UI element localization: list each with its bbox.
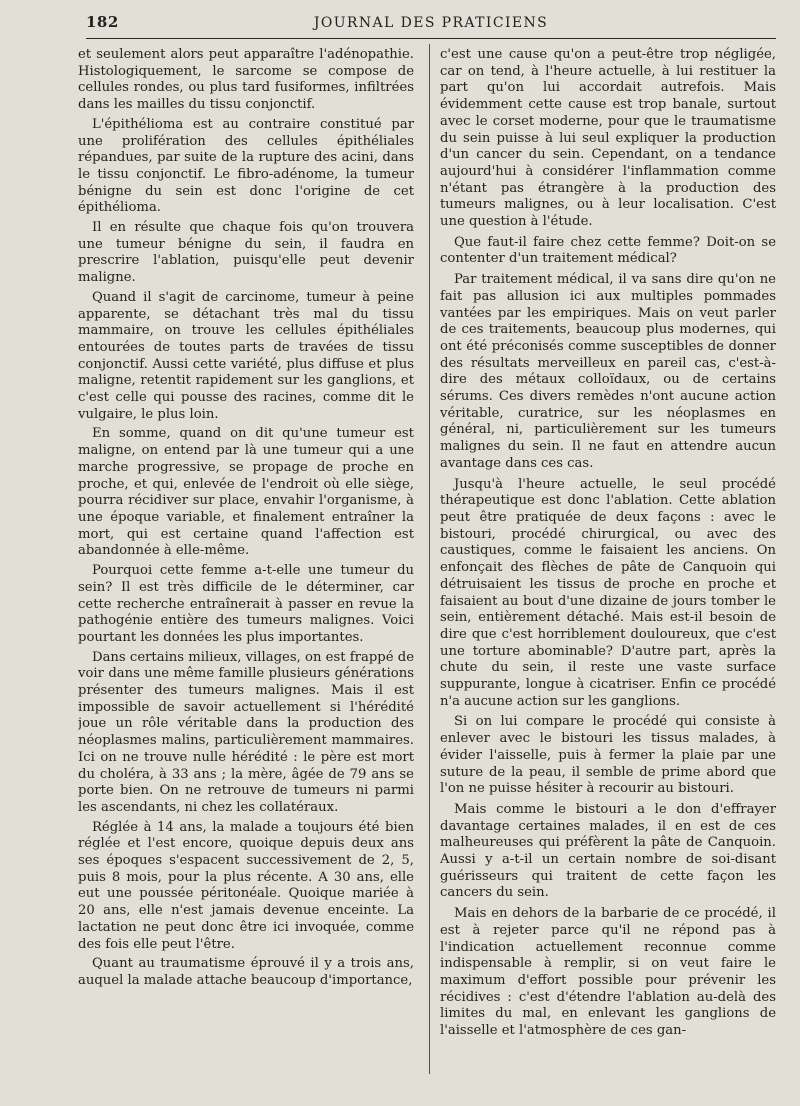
paragraph: Réglée à 14 ans, la malade a toujours été bien réglée et l'est encore, quoique depuis deux ans ses époques s'espacent successivement de 2, 5, puis 8 mois, pour la plus récente. A 30 ans, elle eut une poussée péritonéale. Quoique mariée à 20 ans, elle n'est jamais devenue enceinte. La lactation ne peut donc être ici invoquée, comme des fois elle peut l'être. xyxy=(78,819,414,952)
paragraph: Mais comme le bistouri a le don d'effrayer davantage certaines malades, il en est de ces malheureuses qui préfèrent la pâte de Canquoin. Aussi y a-t-il un certain nombre de soi-disant guérisseurs qui traitent de cette façon les cancers du sein. xyxy=(440,801,776,901)
paragraph: En somme, quand on dit qu'une tumeur est maligne, on entend par là une tumeur qui a une marche progressive, se propage de proche en proche, et qui, enlevée de l'endroit où elle siège, pourra récidiver sur place, envahir l'organisme, à une époque variable, et finalement entraîner la mort, qui est certaine quand l'affection est abandonnée à elle-même. xyxy=(78,426,414,559)
paragraph: Dans certains milieux, villages, on est frappé de voir dans une même famille plusieurs générations présenter des tumeurs malignes. Mais il est impossible de savoir actuellement si l'hérédité joue un rôle véritable dans la production des néoplasmes malins, particulièrement mammaires. Ici on ne trouve nulle hérédité : le père est mort du choléra, à 33 ans ; la mère, âgée de 79 ans se porte bien. On ne retrouve de tumeurs ni parmi les ascendants, ni chez les collatéraux. xyxy=(78,649,414,815)
paragraph: Mais en dehors de la barbarie de ce procédé, il est à rejeter parce qu'il ne répond pas à l'indication actuellement reconnue comme indispensable à remplir, si on veut faire le maximum d'effort possible pour prévenir les récidives : c'est d'étendre l'ablation au-delà des limites du mal, en enlevant les ganglions de l'aisselle et l'atmosphère de ces gan- xyxy=(440,906,776,1039)
paragraph: Par traitement médical, il va sans dire qu'on ne fait pas allusion ici aux multiples pommades vantées par les empiriques. Mais on veut parler de ces traitements, beaucoup plus modernes, qui ont été préconisés comme susceptibles de donner des résultats merveilleux en pareil cas, c'est-à-dire des métaux colloïdaux, ou de certains sérums. Ces divers remèdes n'ont aucune action véritable, curatrice, sur les néoplasmes en général, ni, particulièrement sur les tumeurs malignes du sein. Il ne faut en attendre aucun avantage dans ces cas. xyxy=(440,272,776,471)
paragraph: Si on lui compare le procédé qui consiste à enlever avec le bistouri les tissus malades, à évider l'aisselle, puis à fermer la plaie par une suture de la peau, il semble de prime abord que l'on ne puisse hésiter à recourir au bistouri. xyxy=(440,714,776,797)
paragraph: c'est une cause qu'on a peut-être trop négligée, car on tend, à l'heure actuelle, à lui restituer la part qu'on lui accordait autrefois. Mais évidemment cette cause est trop banale, surtout avec le corset moderne, pour que le traumatisme du sein puisse à lui seul expliquer la production d'un cancer du sein. Cependant, on a tendance aujourd'hui à considérer l'inflammation comme n'étant pas étrangère à la production des tumeurs malignes, ou à leur localisation. C'est une question à l'étude. xyxy=(440,47,776,230)
page-header xyxy=(86,12,776,39)
paragraph: Jusqu'à l'heure actuelle, le seul procédé thérapeutique est donc l'ablation. Cette ablation peut être pratiquée de deux façons : avec le bistouri, procédé chirurgical, ou avec des caustiques, comme le faisaient les anciens. On enfonçait des flèches de pâte de Canquoin qui détruisaient les tissus de proche en proche et faisaient au bout d'une dizaine de jours tomber le sein, entièrement détaché. Mais est-il besoin de dire que c'est horriblement douloureux, que c'est une torture abominable? D'autre part, après la chute du sein, il reste une vaste surface suppurante, longue à cicatriser. Enfin ce procédé n'a aucune action sur les ganglions. xyxy=(440,476,776,709)
column-divider xyxy=(429,44,430,1074)
paragraph: Il en résulte que chaque fois qu'on trouvera une tumeur bénigne du sein, il faudra en prescrire l'ablation, puisqu'elle peut devenir maligne. xyxy=(78,220,414,286)
paragraph: Quant au traumatisme éprouvé il y a trois ans, auquel la malade attache beaucoup d'importance, xyxy=(78,956,414,988)
left-column xyxy=(78,47,414,1087)
paragraph: et seulement alors peut apparaître l'adénopathie. Histologiquement, le sarcome se compose de cellules rondes, ou plus tard fusiformes, infiltrées dans les mailles du tissu conjonctif. xyxy=(78,47,414,113)
paragraph: L'épithélioma est au contraire constitué par une prolifération des cellules épithéliales répandues, par suite de la rupture des acini, dans le tissu conjonctif. Le fibro-adénome, la tumeur bénigne du sein est donc l'origine de cet épithélioma. xyxy=(78,116,414,216)
running-title: JOURNAL DES PRATICIENS xyxy=(313,15,549,31)
paragraph: Pourquoi cette femme a-t-elle une tumeur du sein? Il est très difficile de le déterminer, car cette recherche entraînerait à passer en revue la pathogénie entière des tumeurs malignes. Voici pourtant les données les plus importantes. xyxy=(78,563,414,645)
paragraph: Que faut-il faire chez cette femme? Doit-on se contenter d'un traitement médical? xyxy=(440,234,776,267)
paragraph: Quand il s'agit de carcinome, tumeur à peine apparente, se détachant très mal du tissu mammaire, on trouve les cellules épithéliales entourées de toutes parts de travées de tissu conjonctif. Aussi cette variété, plus diffuse et plus maligne, retentit rapidement sur les ganglions, et c'est celle qui pousse des racines, comme dit le vulgaire, le plus loin. xyxy=(78,289,414,422)
right-column xyxy=(440,47,776,1087)
page-number: 182 xyxy=(86,13,119,31)
